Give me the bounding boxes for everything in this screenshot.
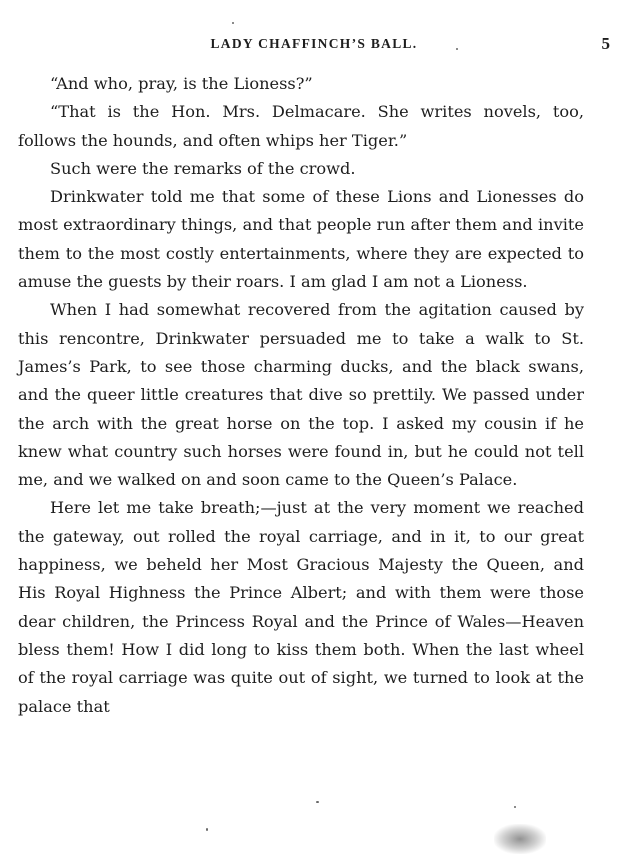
paragraph-5: When I had somewhat recovered from the agitation caused by this rencontre, Drinkwater persuaded me to take a walk to St. James’s Park, to see those charming ducks, and the black swans, and the queer little creatures that dive so prettily. We passed under the arch with the great horse on the top. I asked my cousin if he knew what country such horses were found in, but he could not tell me, and we walked on and soon came to the Queen’s Palace.: [18, 300, 584, 490]
scan-speck: [514, 806, 516, 808]
paragraph-3: Such were the remarks of the crowd.: [50, 158, 356, 178]
paragraph-1: “And who, pray, is the Lioness?”: [50, 74, 313, 93]
paragraph-4: Drinkwater told me that some of these Lions and Lionesses do most extraordinary things, and that people run after them and invite them to the most costly entertainments, where they are expected to amuse the guests by their roars. I am glad I am not a Lioness.: [18, 187, 584, 292]
scan-speck: [456, 48, 458, 50]
paragraph-6: Here let me take breath;—just at the very moment we reached the gateway, out rolled the royal carriage, and in it, to our great happiness, we beheld her Most Gracious Majesty the Queen, and His Royal Highness the Prince Albert; and with them were those dear children, the Princess Royal and the Prince of Wales—Heaven bless them! How I did long to kiss them both. When the last wheel of the royal carriage was quite out of sight, we turned to look at the palace that: [18, 498, 584, 716]
scan-speck: [232, 22, 234, 24]
scan-speck: [206, 828, 208, 831]
page-number: 5: [601, 34, 610, 53]
paragraph-2: “That is the Hon. Mrs. Delmacare. She writes novels, too, follows the hounds, and often whips her Tiger.”: [18, 102, 584, 150]
scan-smudge: [494, 824, 546, 854]
scan-speck: [316, 801, 319, 803]
body-text: [18, 70, 584, 721]
running-head: [18, 36, 610, 56]
running-title: LADY CHAFFINCH’S BALL.: [210, 36, 418, 51]
